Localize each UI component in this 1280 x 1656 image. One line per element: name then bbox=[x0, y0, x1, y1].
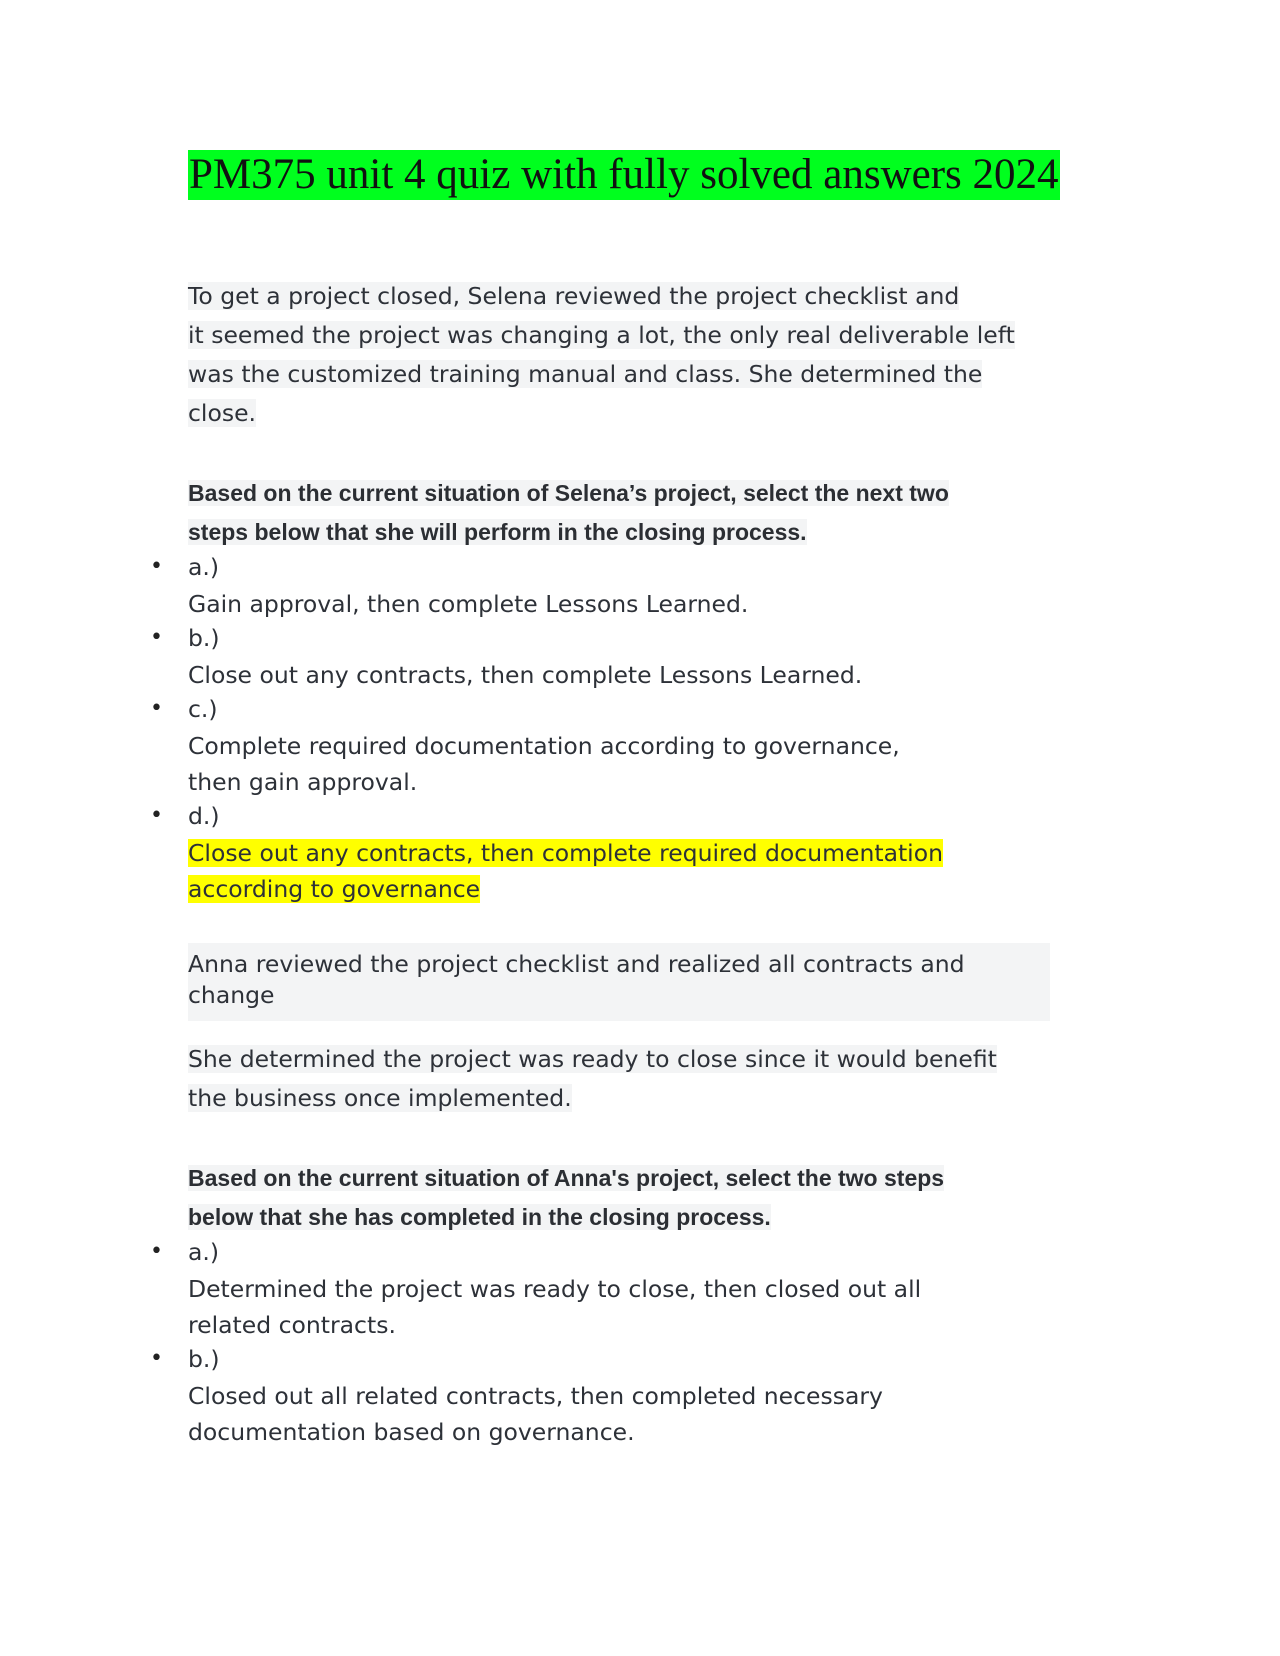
option-text: then gain approval. bbox=[188, 768, 418, 796]
option-letter: b.) bbox=[188, 1345, 220, 1373]
q1-scenario-line: it seemed the project was changing a lot, the only real deliverable left bbox=[188, 321, 1015, 349]
option-text: Close out any contracts, then complete Lessons Learned. bbox=[188, 661, 863, 689]
q1-option-a[interactable] bbox=[150, 550, 1088, 622]
option-letter: d.) bbox=[188, 802, 220, 830]
document-title: PM375 unit 4 quiz with fully solved answers 2024 bbox=[189, 151, 1059, 198]
option-text-highlighted bbox=[188, 835, 1088, 871]
option-letter: c.) bbox=[188, 695, 218, 723]
option-text: Determined the project was ready to close, then closed out all bbox=[188, 1275, 922, 1303]
q1-scenario-line: To get a project closed, Selena reviewed the project checklist and bbox=[188, 282, 960, 310]
option-text: related contracts. bbox=[188, 1311, 396, 1339]
q1-scenario-line: was the customized training manual and class. She determined the bbox=[188, 360, 983, 388]
option-letter: b.) bbox=[188, 624, 220, 652]
answer-highlight: according to governance bbox=[188, 875, 481, 903]
bullet-icon: • bbox=[150, 625, 163, 650]
option-text: documentation based on governance. bbox=[188, 1418, 635, 1446]
q1-option-d-correct[interactable] bbox=[150, 799, 1088, 907]
option-text: Gain approval, then complete Lessons Learned. bbox=[188, 590, 749, 618]
q2-question-line: Based on the current situation of Anna's project, select the two steps bbox=[188, 1165, 945, 1191]
q1-question-line: Based on the current situation of Selena’s project, select the next two bbox=[188, 480, 949, 506]
q1-question-line: steps below that she will perform in the closing process. bbox=[188, 519, 807, 545]
q2-question bbox=[188, 1159, 1078, 1237]
bullet-icon: • bbox=[150, 696, 163, 721]
q2-scenario-line: She determined the project was ready to close since it would benefit bbox=[188, 1045, 997, 1073]
q1-option-b[interactable] bbox=[150, 621, 1088, 693]
bullet-icon: • bbox=[150, 803, 163, 828]
q2-scenario-box bbox=[188, 943, 1050, 1021]
bullet-icon: • bbox=[150, 1346, 163, 1371]
option-letter: a.) bbox=[188, 553, 220, 581]
q2-scenario bbox=[188, 1040, 1078, 1118]
q1-question bbox=[188, 474, 1078, 552]
option-text-highlighted bbox=[188, 871, 1088, 907]
q2-box-line: Anna reviewed the project checklist and realized all contracts and bbox=[188, 950, 965, 978]
q2-question-line: below that she has completed in the closing process. bbox=[188, 1204, 771, 1230]
option-letter: a.) bbox=[188, 1238, 220, 1266]
q2-option-b[interactable] bbox=[150, 1342, 1088, 1450]
q2-option-a[interactable] bbox=[150, 1235, 1088, 1343]
bullet-icon: • bbox=[150, 1239, 163, 1264]
q1-option-c[interactable] bbox=[150, 692, 1088, 800]
answer-highlight: Close out any contracts, then complete required documentation bbox=[188, 839, 943, 867]
q2-scenario-line: the business once implemented. bbox=[188, 1084, 572, 1112]
option-text: Closed out all related contracts, then completed necessary bbox=[188, 1382, 883, 1410]
bullet-icon: • bbox=[150, 554, 163, 579]
option-text: Complete required documentation according to governance, bbox=[188, 732, 900, 760]
q1-scenario bbox=[188, 277, 1078, 433]
q2-box-line: change bbox=[188, 981, 275, 1009]
q1-scenario-line: close. bbox=[188, 399, 256, 427]
